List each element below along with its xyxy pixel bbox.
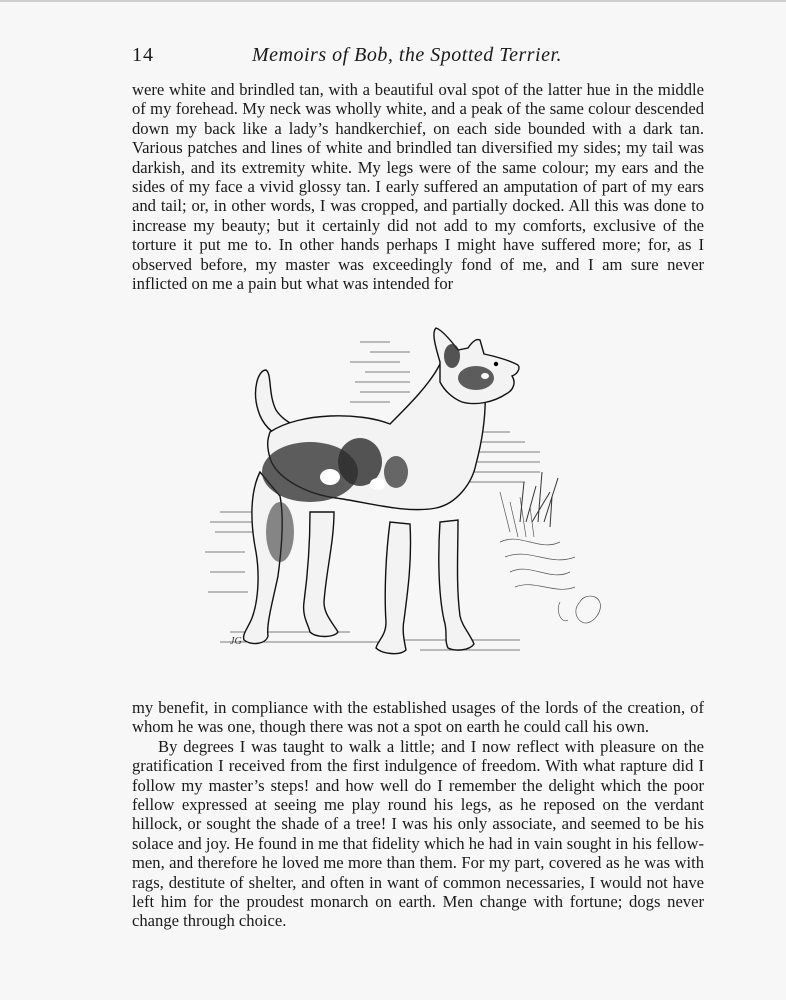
- page-number: 14: [132, 44, 154, 66]
- text-block-top: [132, 80, 704, 293]
- page-top-edge: [0, 0, 786, 2]
- running-title: Memoirs of Bob, the Spotted Terrier.: [252, 44, 563, 66]
- grass-tuft: [520, 472, 558, 527]
- dog-illustration: [200, 322, 640, 668]
- paragraph-continued: my benefit, in compliance with the established usages of the lords of the creation, of whom he was one, though there was not a spot on earth he could call his own.: [132, 698, 704, 737]
- page-header: [132, 44, 706, 70]
- paragraph-top: were white and brindled tan, with a beautiful oval spot of the latter hue in the middle of my forehead. My neck was wholly white, and a peak of the same colour descended down my back like a lady’s handkerchief, on each side bounded with a dark tan. Various patches and lines of white and brindled tan diversified my sides; my tail was darkish, and its extremity white. My legs were of the same colour; my ears and the sides of my face a vivid glossy tan. I early suffered an amputation of part of my ears and tail; or, in other words, I was cropped, and partially docked. All this was done to increase my beauty; but it certainly did not add to my comforts, exclusive of the torture it put me to. In other hands perhaps I might have suffered more; for, as I observed before, my master was exceedingly fond of me, and I am sure never inflicted on me a pain but what was intended for: [132, 80, 704, 294]
- spotted-terrier-engraving: [200, 322, 640, 668]
- paragraph-last: By degrees I was taught to walk a little; and I now reflect with pleasure on the gratification I received from the first indulgence of freedom. With what rapture did I follow my master’s steps! and how well do I remember the delight which the poor fellow expressed at seeing me play round his legs, as he reposed on the verdant hillock, or sought the shade of a tree! I was his only associate, and seemed to be his solace and joy. He found in me that fidelity which he had in vain sought in his fellow-men, and therefore he loved me more than them. For my part, covered as he was with rags, destitute of shelter, and often in want of common necessaries, I would not have left him for the proudest monarch on earth. Men change with fortune; dogs never change through choice.: [132, 736, 704, 931]
- text-block-bottom: [132, 698, 704, 931]
- artist-signature: JG: [230, 636, 242, 647]
- dog-eye: [494, 362, 498, 366]
